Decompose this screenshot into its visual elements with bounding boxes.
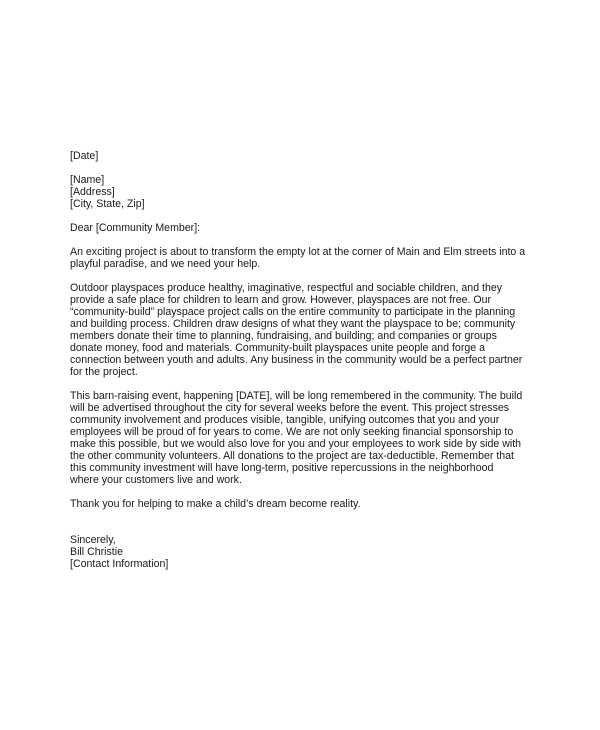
spacer <box>70 234 538 246</box>
paragraph-line: employees will be proud of for years to come. We are not only seeking financial sponsorship to <box>70 426 514 438</box>
paragraph-line: provide a safe place for children to learn and grow. However, playspaces are not free. Our <box>70 294 492 306</box>
paragraph-line: “community-build” playspace project calls on the entire community to participate in the planning <box>70 306 516 318</box>
signature-block <box>70 534 538 570</box>
recipient-block <box>70 174 538 210</box>
salutation: Dear [Community Member]: <box>70 222 201 234</box>
paragraph-line: for the project. <box>70 366 138 378</box>
letter-date: [Date] <box>70 150 99 162</box>
contact-information: [Contact Information] <box>70 558 169 570</box>
spacer <box>70 162 538 174</box>
paragraph-thanks <box>70 498 538 510</box>
paragraph-line: and building process. Children draw designs of what they want the playspace to be; community <box>70 318 516 330</box>
paragraph-line: This barn-raising event, happening [DATE], will be long remembered in the community. The build <box>70 390 523 402</box>
spacer <box>70 210 538 222</box>
spacer <box>70 522 538 534</box>
paragraph-line: the other community volunteers. All donations to the project are tax-deductible. Remember that <box>70 450 514 462</box>
spacer <box>70 510 538 522</box>
paragraph-event <box>70 390 538 486</box>
paragraph-line: Outdoor playspaces produce healthy, imaginative, respectful and sociable children, and they <box>70 282 503 294</box>
letter-body <box>70 150 538 570</box>
recipient-name: [Name] <box>70 174 105 186</box>
paragraph-line: will be advertised throughout the city for several weeks before the event. This project stresses <box>70 402 510 414</box>
paragraph-line: Thank you for helping to make a child’s dream become reality. <box>70 498 361 510</box>
paragraph-line: members donate their time to planning, fundraising, and building; and companies or groups <box>70 330 497 342</box>
spacer <box>70 378 538 390</box>
paragraph-line: community involvement and produces visible, tangible, unifying outcomes that you and your <box>70 414 500 426</box>
paragraph-line: make this possible, but we would also love for you and your employees to work side by side with <box>70 438 522 450</box>
signer-name: Bill Christie <box>70 546 123 558</box>
paragraph-line: playful paradise, and we need your help. <box>70 258 261 270</box>
spacer <box>70 486 538 498</box>
paragraph-playspaces <box>70 282 538 378</box>
paragraph-line: where your customers live and work. <box>70 474 242 486</box>
paragraph-line: connection between youth and adults. Any business in the community would be a perfect partner <box>70 354 523 366</box>
recipient-city-state-zip: [City, State, Zip] <box>70 198 145 210</box>
closing: Sincerely, <box>70 534 116 546</box>
spacer <box>70 270 538 282</box>
paragraph-line: An exciting project is about to transform the empty lot at the corner of Main and Elm streets into a <box>70 246 526 258</box>
paragraph-intro <box>70 246 538 270</box>
paragraph-line: this community investment will have long-term, positive repercussions in the neighborhood <box>70 462 494 474</box>
recipient-address: [Address] <box>70 186 115 198</box>
paragraph-line: donate money, food and materials. Community-built playspaces unite people and forge a <box>70 342 485 354</box>
